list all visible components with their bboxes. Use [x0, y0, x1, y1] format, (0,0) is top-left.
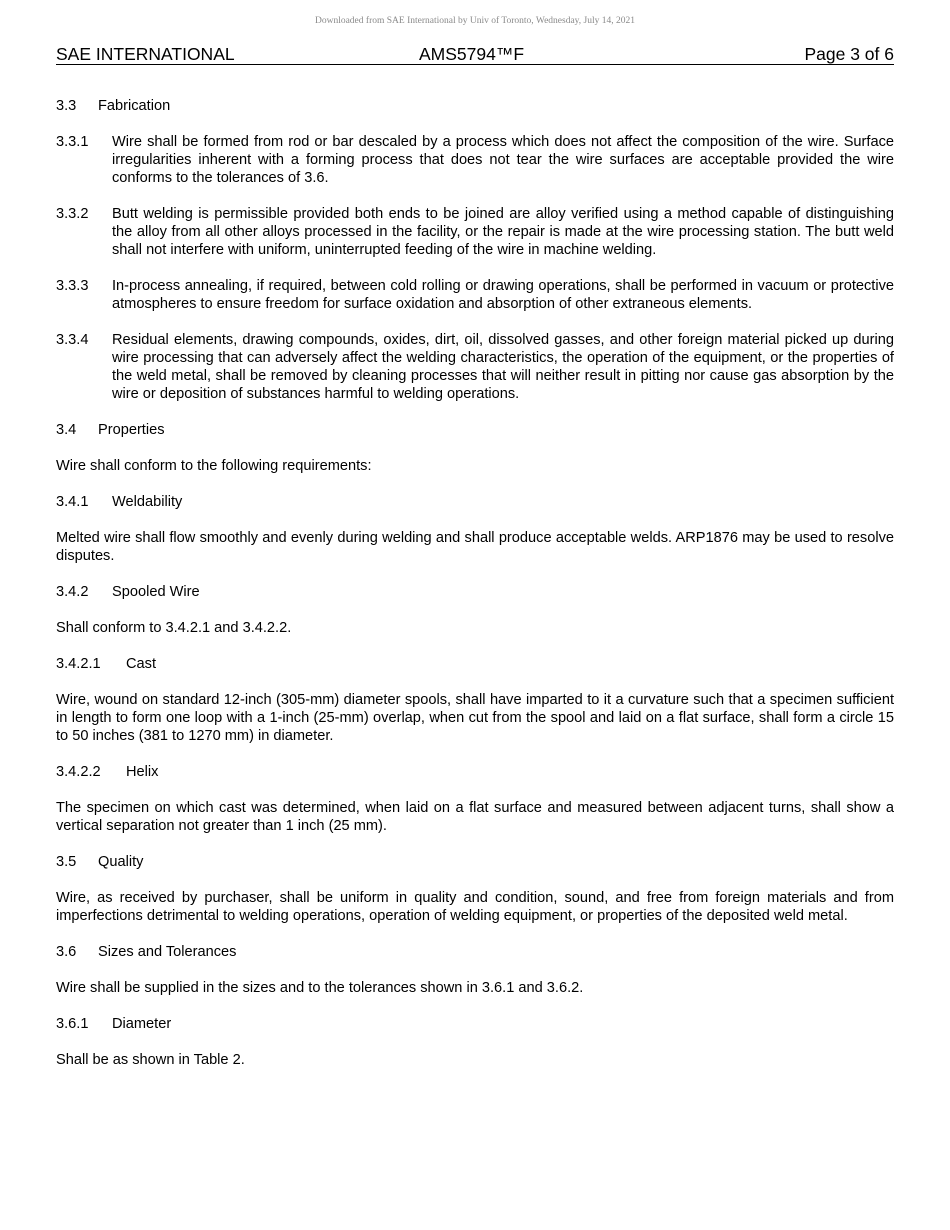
section-text-3-4-2: Shall conform to 3.4.2.1 and 3.4.2.2. [56, 620, 292, 636]
section-title: Quality [98, 854, 144, 870]
clause-text: Wire shall be formed from rod or bar descaled by a process which does not affect the composition of the wire. Surface irregularities inherent with a forming process that does not tear the wire surfaces are acceptable provided the wire conforms to the tolerances of 3.6. [112, 134, 894, 186]
section-title: Fabrication [98, 98, 171, 114]
section-number: 3.4.2.2 [56, 764, 101, 780]
clause-3-3-1 [56, 133, 894, 187]
section-text-3-4-2-1: Wire, wound on standard 12-inch (305-mm) diameter spools, shall have imparted to it a curvature such that a specimen sufficient in length to form one loop with a 1-inch (25-mm) overlap, when cut from the spool and laid on a flat surface, shall form a circle 15 to 50 inches (381 to 1270 mm) in diameter. [56, 692, 894, 744]
clause-text: In-process annealing, if required, between cold rolling or drawing operations, shall be performed in vacuum or protective atmospheres to ensure freedom for surface oxidation and absorption of other extraneous elements. [112, 278, 894, 312]
section-title: Helix [126, 764, 159, 780]
section-text-3-4: Wire shall conform to the following requirements: [56, 458, 372, 474]
header-organization: SAE INTERNATIONAL [56, 44, 235, 64]
section-text-3-6-1: Shall be as shown in Table 2. [56, 1052, 245, 1068]
section-text-3-5: Wire, as received by purchaser, shall be uniform in quality and condition, sound, and free from foreign materials and from imperfections detrimental to welding operations, operation of welding equipment, or properties of the deposited weld metal. [56, 890, 894, 924]
document-body [56, 97, 894, 1087]
page-header [56, 44, 894, 65]
section-number: 3.4.2 [56, 584, 89, 600]
section-title: Sizes and Tolerances [98, 944, 237, 960]
header-page-number: Page 3 of 6 [804, 44, 894, 64]
section-heading-3-4 [56, 421, 894, 439]
section-number: 3.6.1 [56, 1016, 89, 1032]
section-heading-3-3 [56, 97, 894, 115]
clause-text: Residual elements, drawing compounds, oxides, dirt, oil, dissolved gasses, and other foreign material picked up during wire processing that can adversely affect the welding characteristics, the operation of the equipment, or the properties of the weld metal, shall be removed by cleaning processes that will neither result in pitting nor cause gas absorption by the wire or deposition of substances harmful to welding operations. [112, 332, 894, 402]
section-title: Weldability [112, 494, 183, 510]
clause-number: 3.3.1 [56, 134, 89, 150]
clause-3-3-3 [56, 277, 894, 313]
section-number: 3.4.2.1 [56, 656, 101, 672]
clause-number: 3.3.4 [56, 332, 89, 348]
section-title: Properties [98, 422, 165, 438]
section-text-3-4-1: Melted wire shall flow smoothly and evenly during welding and shall produce acceptable welds. ARP1876 may be used to resolve disputes. [56, 530, 894, 564]
section-heading-3-4-2 [56, 583, 894, 601]
section-title: Cast [126, 656, 157, 672]
section-heading-3-4-2-2 [56, 763, 894, 781]
section-number: 3.5 [56, 854, 77, 870]
section-number: 3.4 [56, 422, 77, 438]
section-text-3-6: Wire shall be supplied in the sizes and to the tolerances shown in 3.6.1 and 3.6.2. [56, 980, 584, 996]
section-title: Diameter [112, 1016, 172, 1032]
section-number: 3.6 [56, 944, 77, 960]
section-heading-3-5 [56, 853, 894, 871]
clause-number: 3.3.3 [56, 278, 89, 294]
clause-3-3-2 [56, 205, 894, 259]
section-heading-3-6 [56, 943, 894, 961]
section-number: 3.4.1 [56, 494, 89, 510]
section-number: 3.3 [56, 98, 77, 114]
section-title: Spooled Wire [112, 584, 200, 600]
section-text-3-4-2-2: The specimen on which cast was determined, when laid on a flat surface and measured between adjacent turns, shall show a vertical separation not greater than 1 inch (25 mm). [56, 800, 894, 834]
header-document-number: AMS5794™F [419, 44, 525, 64]
section-heading-3-6-1 [56, 1015, 894, 1033]
section-heading-3-4-1 [56, 493, 894, 511]
download-watermark: Downloaded from SAE International by Univ of Toronto, Wednesday, July 14, 2021 [314, 16, 636, 26]
clause-text: Butt welding is permissible provided both ends to be joined are alloy verified using a method capable of distinguishing the alloy from all other alloys processed in the facility, or the repair is made at the wire processing station. The butt weld shall not interfere with uniform, uninterrupted feeding of the wire in machine welding. [112, 206, 894, 258]
clause-number: 3.3.2 [56, 206, 89, 222]
clause-3-3-4 [56, 331, 894, 403]
section-heading-3-4-2-1 [56, 655, 894, 673]
